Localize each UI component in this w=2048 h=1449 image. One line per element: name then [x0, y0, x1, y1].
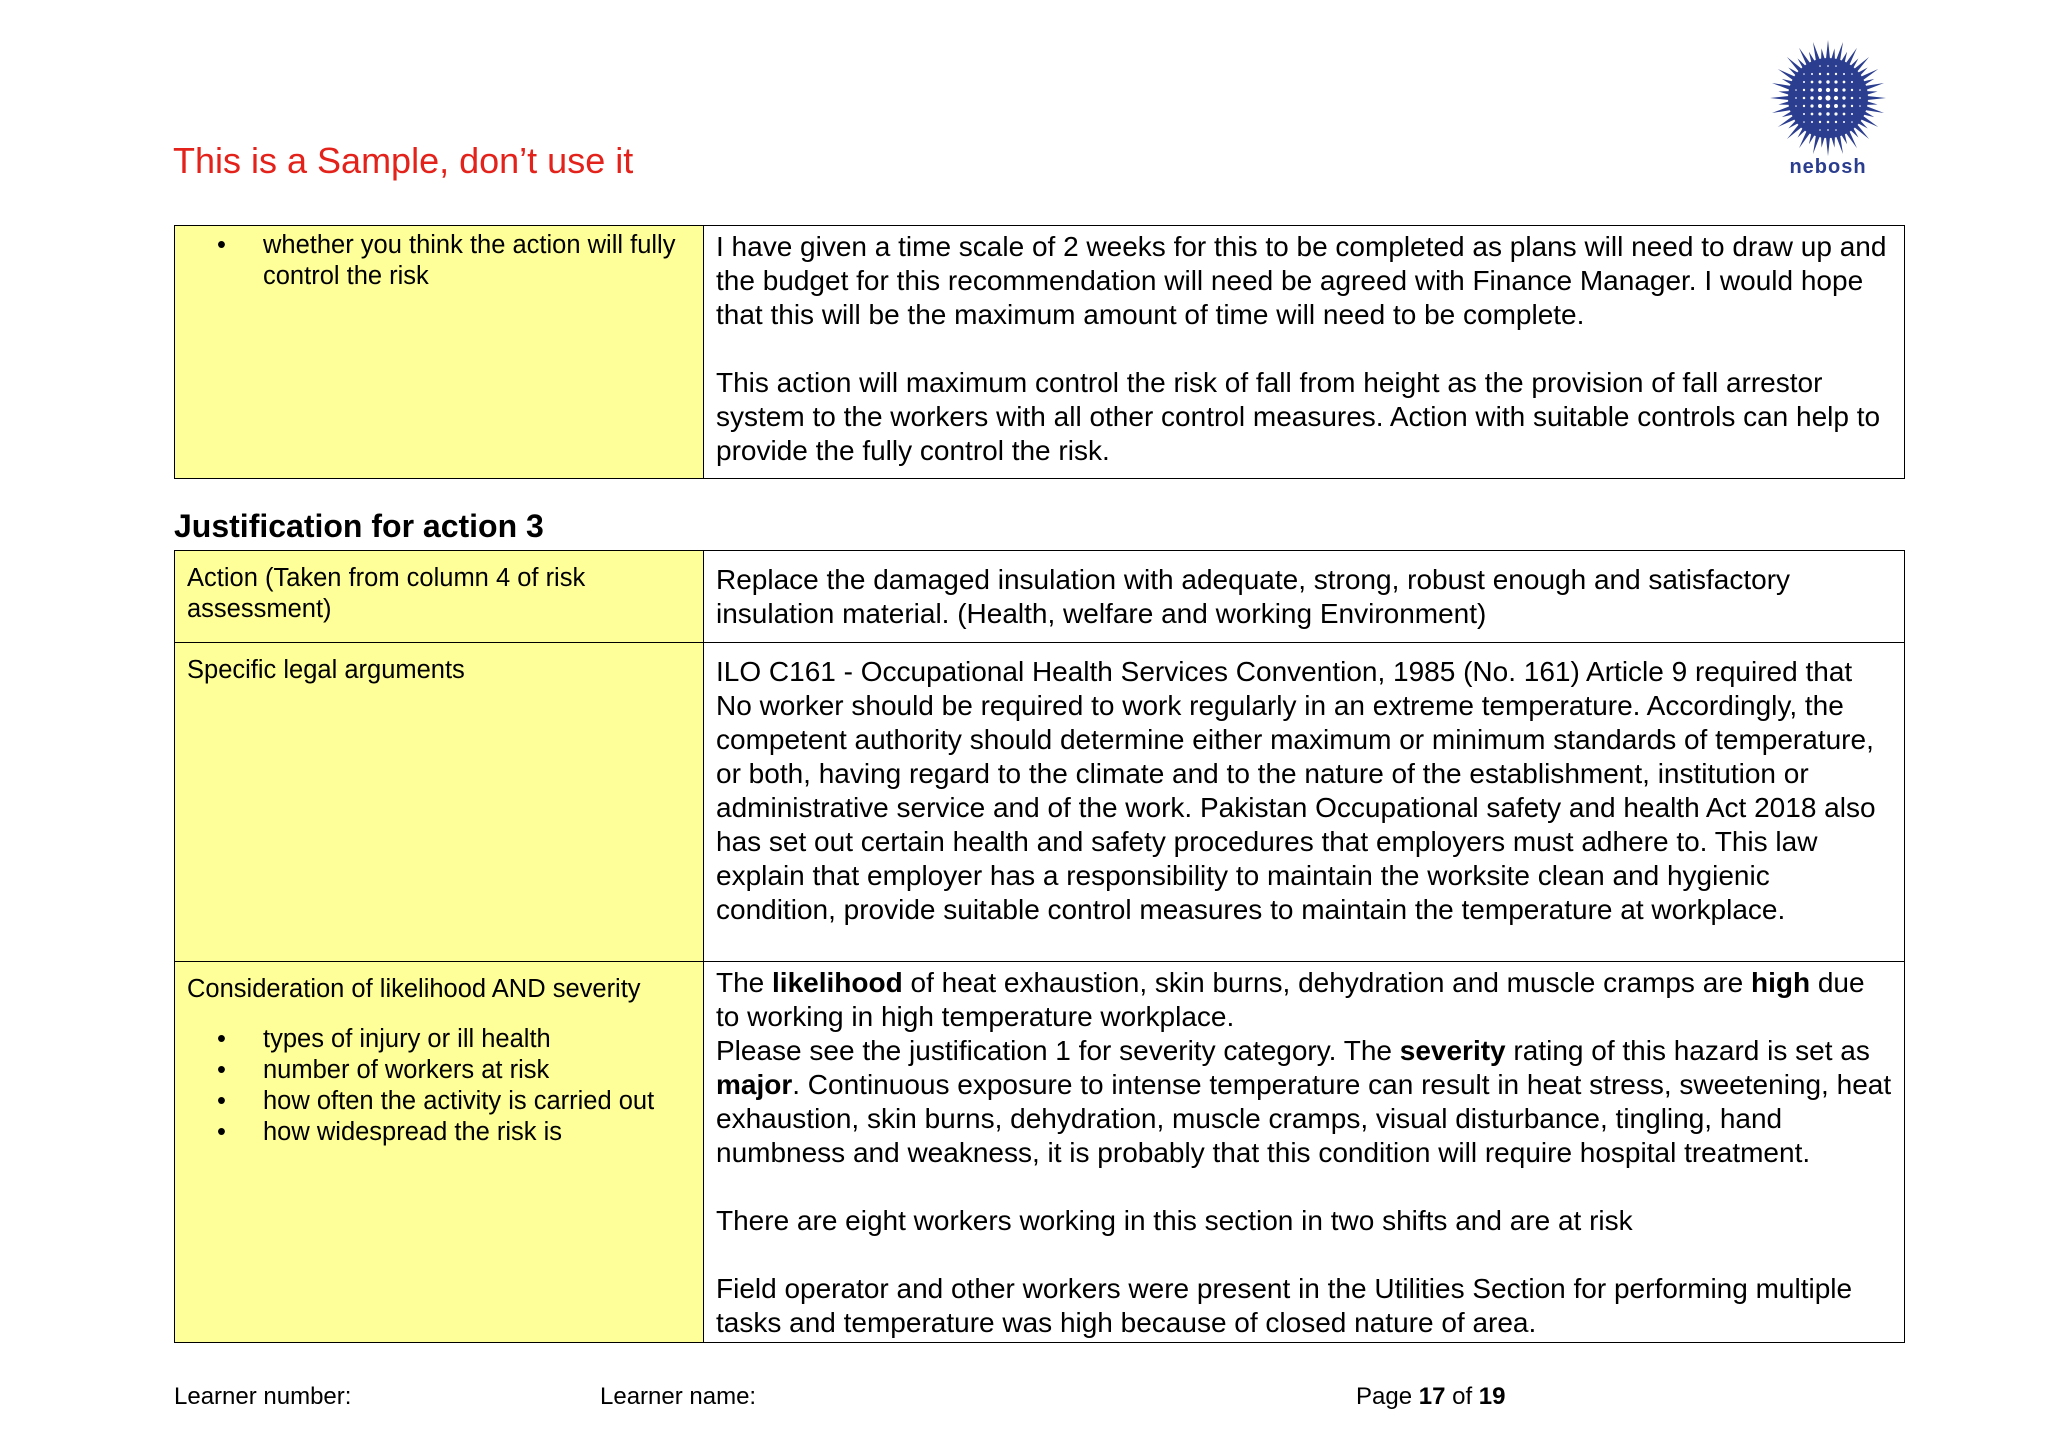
- list-item: • how widespread the risk is: [263, 1117, 691, 1148]
- question-bullets: [187, 230, 691, 292]
- text-run: The: [716, 967, 773, 998]
- row-label: Consideration of likelihood AND severity: [187, 975, 641, 1003]
- page-prefix: Page: [1356, 1383, 1419, 1410]
- row-value: [704, 551, 1905, 643]
- row-label: Specific legal arguments: [175, 643, 704, 962]
- table-row: [175, 226, 1905, 479]
- sample-watermark: This is a Sample, don’t use it: [173, 140, 634, 181]
- list-item: • whether you think the action will fully control the risk: [263, 230, 691, 292]
- list-item: • how often the activity is carried out: [263, 1086, 691, 1117]
- learner-name-label: Learner name:: [600, 1383, 757, 1410]
- nebosh-logo: [1768, 38, 1888, 188]
- page-number: [1356, 1383, 1505, 1411]
- text-run: due to working in high temperature workplace.: [716, 967, 1865, 1032]
- bold-run: major: [716, 1069, 793, 1100]
- page-current: 17: [1418, 1383, 1446, 1410]
- table-row: [175, 643, 1905, 962]
- logo-text: nebosh: [1789, 156, 1867, 178]
- section-title: Justification for action 3: [174, 508, 544, 544]
- text-run: of heat exhaustion, skin burns, dehydration and muscle cramps are: [902, 967, 1751, 998]
- page-total: 19: [1478, 1383, 1506, 1410]
- table-row: [175, 962, 1905, 1343]
- severity-text: [716, 1034, 1892, 1170]
- action-text: Replace the damaged insulation with adequate, strong, robust enough and satisfactory insulation material. (Health, welfare and working Environment): [716, 564, 1791, 629]
- text-run: . Continuous exposure to intense temperature can result in heat stress, sweetening, heat exhaustion, skin burns, dehydration, muscle cramps, visual disturbance, tingling, hand numbness and weakness, it is probably that this condition will require hospital treatment.: [716, 1069, 1892, 1168]
- row-value: [704, 962, 1905, 1343]
- question-cell: [175, 226, 704, 479]
- bold-run: high: [1750, 967, 1811, 998]
- learner-number-label: Learner number:: [174, 1383, 352, 1410]
- table-row: [175, 551, 1905, 643]
- answer-paragraph: I have given a time scale of 2 weeks for this to be completed as plans will need to draw up and the budget for this recommendation will need be agreed with Finance Manager. I would hope that this will be the maximum amount of time will need to be complete.: [716, 231, 1887, 330]
- consideration-bullets: [187, 1024, 691, 1148]
- row-label: Action (Taken from column 4 of risk assessment): [175, 551, 704, 643]
- legal-arguments-text: ILO C161 - Occupational Health Services Convention, 1985 (No. 161) Article 9 required that No worker should be required to work regularly in an extreme temperature. Accordingly, the competent authority should determine either maximum or minimum standards of temperature, or both, having regard to the climate and to the nature of the establishment, institution or administrative service and of the work. Pakistan Occupational safety and health Act 2018 also has set out certain health and safety procedures that employers must adhere to. This law explain that employer has a responsibility to maintain the worksite clean and hygienic condition, provide suitable control measures to maintain the temperature at workplace.: [716, 656, 1876, 925]
- text-run: Please see the justification 1 for severity category. The: [716, 1035, 1400, 1066]
- frequency-text: Field operator and other workers were present in the Utilities Section for performing multiple tasks and temperature was high because of closed nature of area.: [716, 1273, 1853, 1338]
- justification-table: [174, 550, 1905, 1343]
- action-2-table: [174, 225, 1905, 479]
- likelihood-label-cell: [175, 962, 704, 1343]
- row-value: [704, 643, 1905, 962]
- nebosh-logo-icon: [1768, 38, 1888, 158]
- page-of: of: [1445, 1383, 1479, 1410]
- bold-run: severity: [1399, 1035, 1506, 1066]
- list-item: • types of injury or ill health: [263, 1024, 691, 1055]
- text-run: rating of this hazard is set as: [1505, 1035, 1870, 1066]
- likelihood-text: [716, 966, 1892, 1034]
- bold-run: likelihood: [772, 967, 903, 998]
- workers-text: There are eight workers working in this section in two shifts and are at risk: [716, 1205, 1633, 1236]
- list-item: • number of workers at risk: [263, 1055, 691, 1086]
- answer-cell: [704, 226, 1905, 479]
- answer-paragraph: This action will maximum control the risk of fall from height as the provision of fall arrestor system to the workers with all other control measures. Action with suitable controls can help to provide the fully control the risk.: [716, 367, 1881, 466]
